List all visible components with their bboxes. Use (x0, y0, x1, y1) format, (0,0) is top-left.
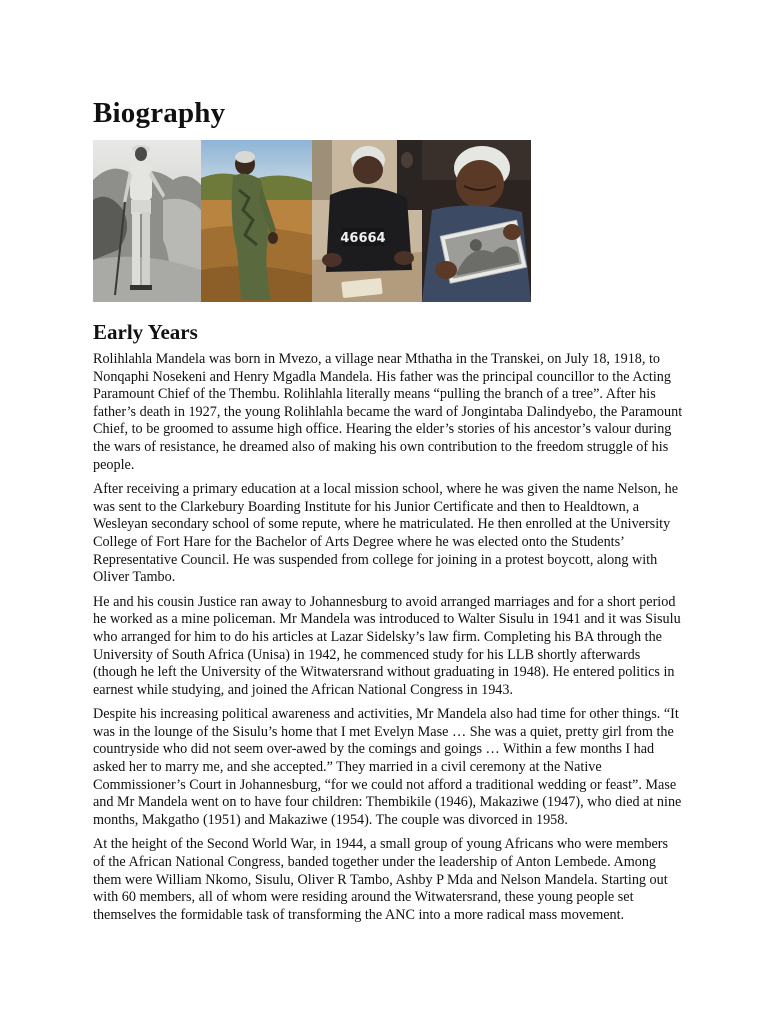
prisoner-number-text: 46664 (340, 231, 386, 246)
page-title: Biography (93, 97, 226, 129)
paragraph: Despite his increasing political awareness and activities, Mr Mandela also had time for other things. “It was in the lounge of the Sisulu’s home that I met Evelyn Mase … She was a quiet, pretty girl from the countryside who did not seem over-awed by the comings and goings … Within a few months I had asked her to marry me, and she accepted.” They married in a civil ceremony at the Native Commissioner’s Court in Johannesburg, “for we could not afford a traditional wedding or feast”. Mase and Mr Mandela went on to have four children: Thembikile (1946), Makaziwe (1947), who died at nine months, Makgatho (1951) and Makaziwe (1954). The couple was divorced in 1958. (93, 706, 682, 828)
photo-prisoner-number (312, 140, 422, 302)
paragraph: At the height of the Second World War, in 1944, a small group of young Africans who were members of the African National Congress, banded together under the leadership of Anton Lembede. Among them were William Nkomo, Sisulu, Oliver R Tambo, Ashby P Mda and Nelson Mandela. Starting out with 60 members, all of whom were residing around the Witwatersrand, these young people set themselves the formidable task of transforming the ANC into a more radical mass movement. (93, 836, 669, 923)
photo-man-with-photograph (422, 140, 531, 302)
photo-man-in-field (201, 140, 312, 302)
paragraph: Rolihlahla Mandela was born in Mvezo, a village near Mthatha in the Transkei, on July 18, 1918, to Nonqaphi Nosekeni and Henry Mgadla Mandela. His father was the principal councillor to the Acting Paramount Chief of the Thembu. Rolihlahla literally means “pulling the branch of a tree”. After his father’s death in 1927, the young Rolihlahla became the ward of Jongintaba Dalindyebo, the Paramount Chief, to be groomed to assume high office. Hearing the elder’s stories of his ancestor’s valour during the wars of resistance, he dreamed also of making his own contribution to the freedom struggle of his people. (93, 351, 683, 473)
photo-young-man-with-stick (93, 140, 201, 302)
article-body (93, 351, 683, 931)
photo-strip (93, 140, 531, 302)
paragraph: After receiving a primary education at a local mission school, where he was given the name Nelson, he was sent to the Clarkebury Boarding Institute for his Junior Certificate and then to Healdtown, a Wesleyan secondary school of some repute, where he matriculated. He then enrolled at the University College of Fort Hare for the Bachelor of Arts Degree where he was elected onto the Students’ Representative Council. He was suspended from college for joining in a protest boycott, along with Oliver Tambo. (93, 481, 679, 586)
section-heading: Early Years (93, 320, 198, 344)
paragraph: He and his cousin Justice ran away to Johannesburg to avoid arranged marriages and for a short period he worked as a mine policeman. Mr Mandela was introduced to Walter Sisulu in 1941 and it was Sisulu who arranged for him to do his articles at Lazar Sidelsky’s law firm. Completing his BA through the University of South Africa (Unisa) in 1942, he commenced study for his LLB shortly afterwards (though he left the University of the Witwatersrand without graduating in 1948). He entered politics in earnest while studying, and joined the African National Congress in 1943. (93, 593, 681, 698)
